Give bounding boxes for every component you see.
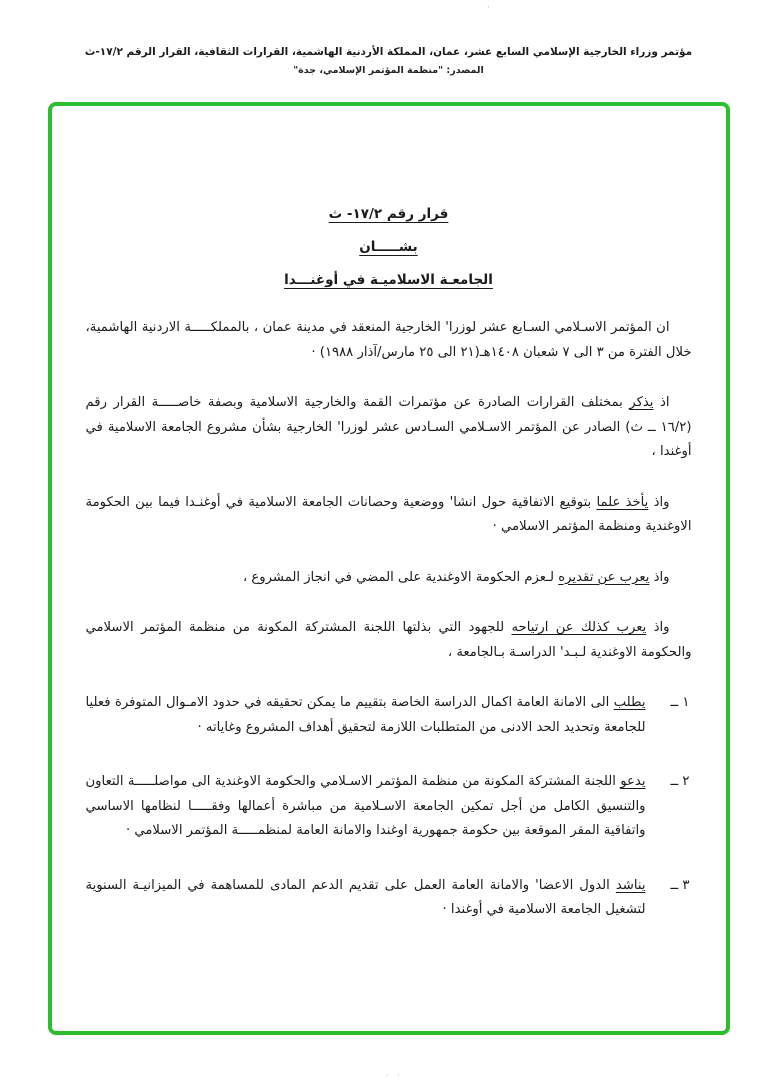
resolution-regarding-line: بشـــــان	[359, 239, 418, 255]
recital-paragraph: اذ يذكر بمختلف القرارات الصادرة عن مؤتمرات القمة والخارجية الاسلامية وبصفة خاصـــــة القرار رقم (١٦/٢ ــ ث) الصادر عن المؤتمر الاسـلامي السـادس عشر لوزرا' الخارجية بشأن مشروع الجامعة الاسلامية في أوغندا ،	[85, 395, 692, 459]
source-attribution: المصدر: "منظمة المؤتمر الإسلامي، جدة"	[293, 65, 484, 76]
page-header-title: مؤتمر وزراء الخارجية الإسلامي السابع عشر، عمان، المملكة الأردنية الهاشمية، القرارات الثقافية، القرار الرقم ١٧/٢-ث	[84, 46, 693, 58]
recital-paragraph: واذ يأخذ علما بتوقيع الاتفاقية حول انشا' ووضعية وحصانات الجامعة الاسلامية في أوغنـدا فيما بين الحكومة الاوغندية ومنظمة المؤتمر الاسلامي ·	[85, 494, 692, 534]
preamble-paragraph: ان المؤتمر الاسـلامي السـابع عشر لوزرا' الخارجية المنعقد في مدينة عمان ، بالمملكـــــة الاردنية الهاشمية، خلال الفترة من ٣ الى ٧ شعبان ١٤٠٨هـ(٢١ الى ٢٥ مارس/آذار ١٩٨٨) ·	[85, 320, 692, 360]
recital-paragraph: واذ يعرب كذلك عن ارتياحه للجهود التي بذلتها اللجنة المشتركة المكونة من منظمة المؤتمر الاسلامي والحكومة الاوغندية لـبـد' الدراسـة بـالجامعة ،	[85, 620, 692, 660]
resolution-number-line: قرار رقم ١٧/٢- ث	[328, 206, 449, 222]
item-number: ٢ ــ	[670, 774, 690, 789]
operative-items-list	[86, 691, 692, 923]
scanned-resolution-body	[52, 106, 726, 923]
item-text: يطلب الى الامانة العامة اكمال الدراسة الخاصة بتقييم ما يمكن تحقيقه في حدود الامـوال المتوفرة فعليا للجامعة وتحديد الحد الادنى من المتطلبات اللازمة لتحقيق أهداف المشروع وغاياته ·	[85, 695, 646, 735]
resolution-subject-line: الجامعـة الاسلاميـة في أوغنـــدا	[284, 272, 493, 288]
item-number: ٣ ــ	[670, 877, 690, 893]
scan-artifact: ·	[487, 3, 490, 12]
scan-artifact: · ·	[386, 1071, 403, 1080]
recital-paragraph: واذ يعرب عن تقديره لـعزم الحكومة الاوغندية على المضي في انجاز المشروع ،	[242, 569, 670, 585]
item-text: يدعو اللجنة المشتركة المكونة من منظمة المؤتمر الاسـلامي والحكومة الاوغندية الى مواصلـــــة التعاون والتنسيق الكامل من أجل تمكين الجامعة الاسـلامية من مباشرة أعمالها وفقـــــا لنظامها الاساسي واتفاقية المقر الموقعة بين حكومة جمهورية اوغندا والامانة العامة لمنظمـــــة المؤتمر الاسلامي ·	[85, 774, 646, 838]
list-item	[86, 874, 692, 923]
item-text: يناشد الدول الاعضا' والامانة العامة العمل على تقديم الدعم المادى للمساهمة في الميزانيـة السنوية لتشغيل الجامعة الاسلامية في أوغندا ·	[85, 877, 646, 917]
item-number: ١ ــ	[670, 695, 690, 710]
list-item	[86, 691, 692, 740]
list-item	[86, 770, 692, 844]
resolution-title-block	[86, 204, 692, 290]
scan-green-frame	[48, 102, 730, 1035]
